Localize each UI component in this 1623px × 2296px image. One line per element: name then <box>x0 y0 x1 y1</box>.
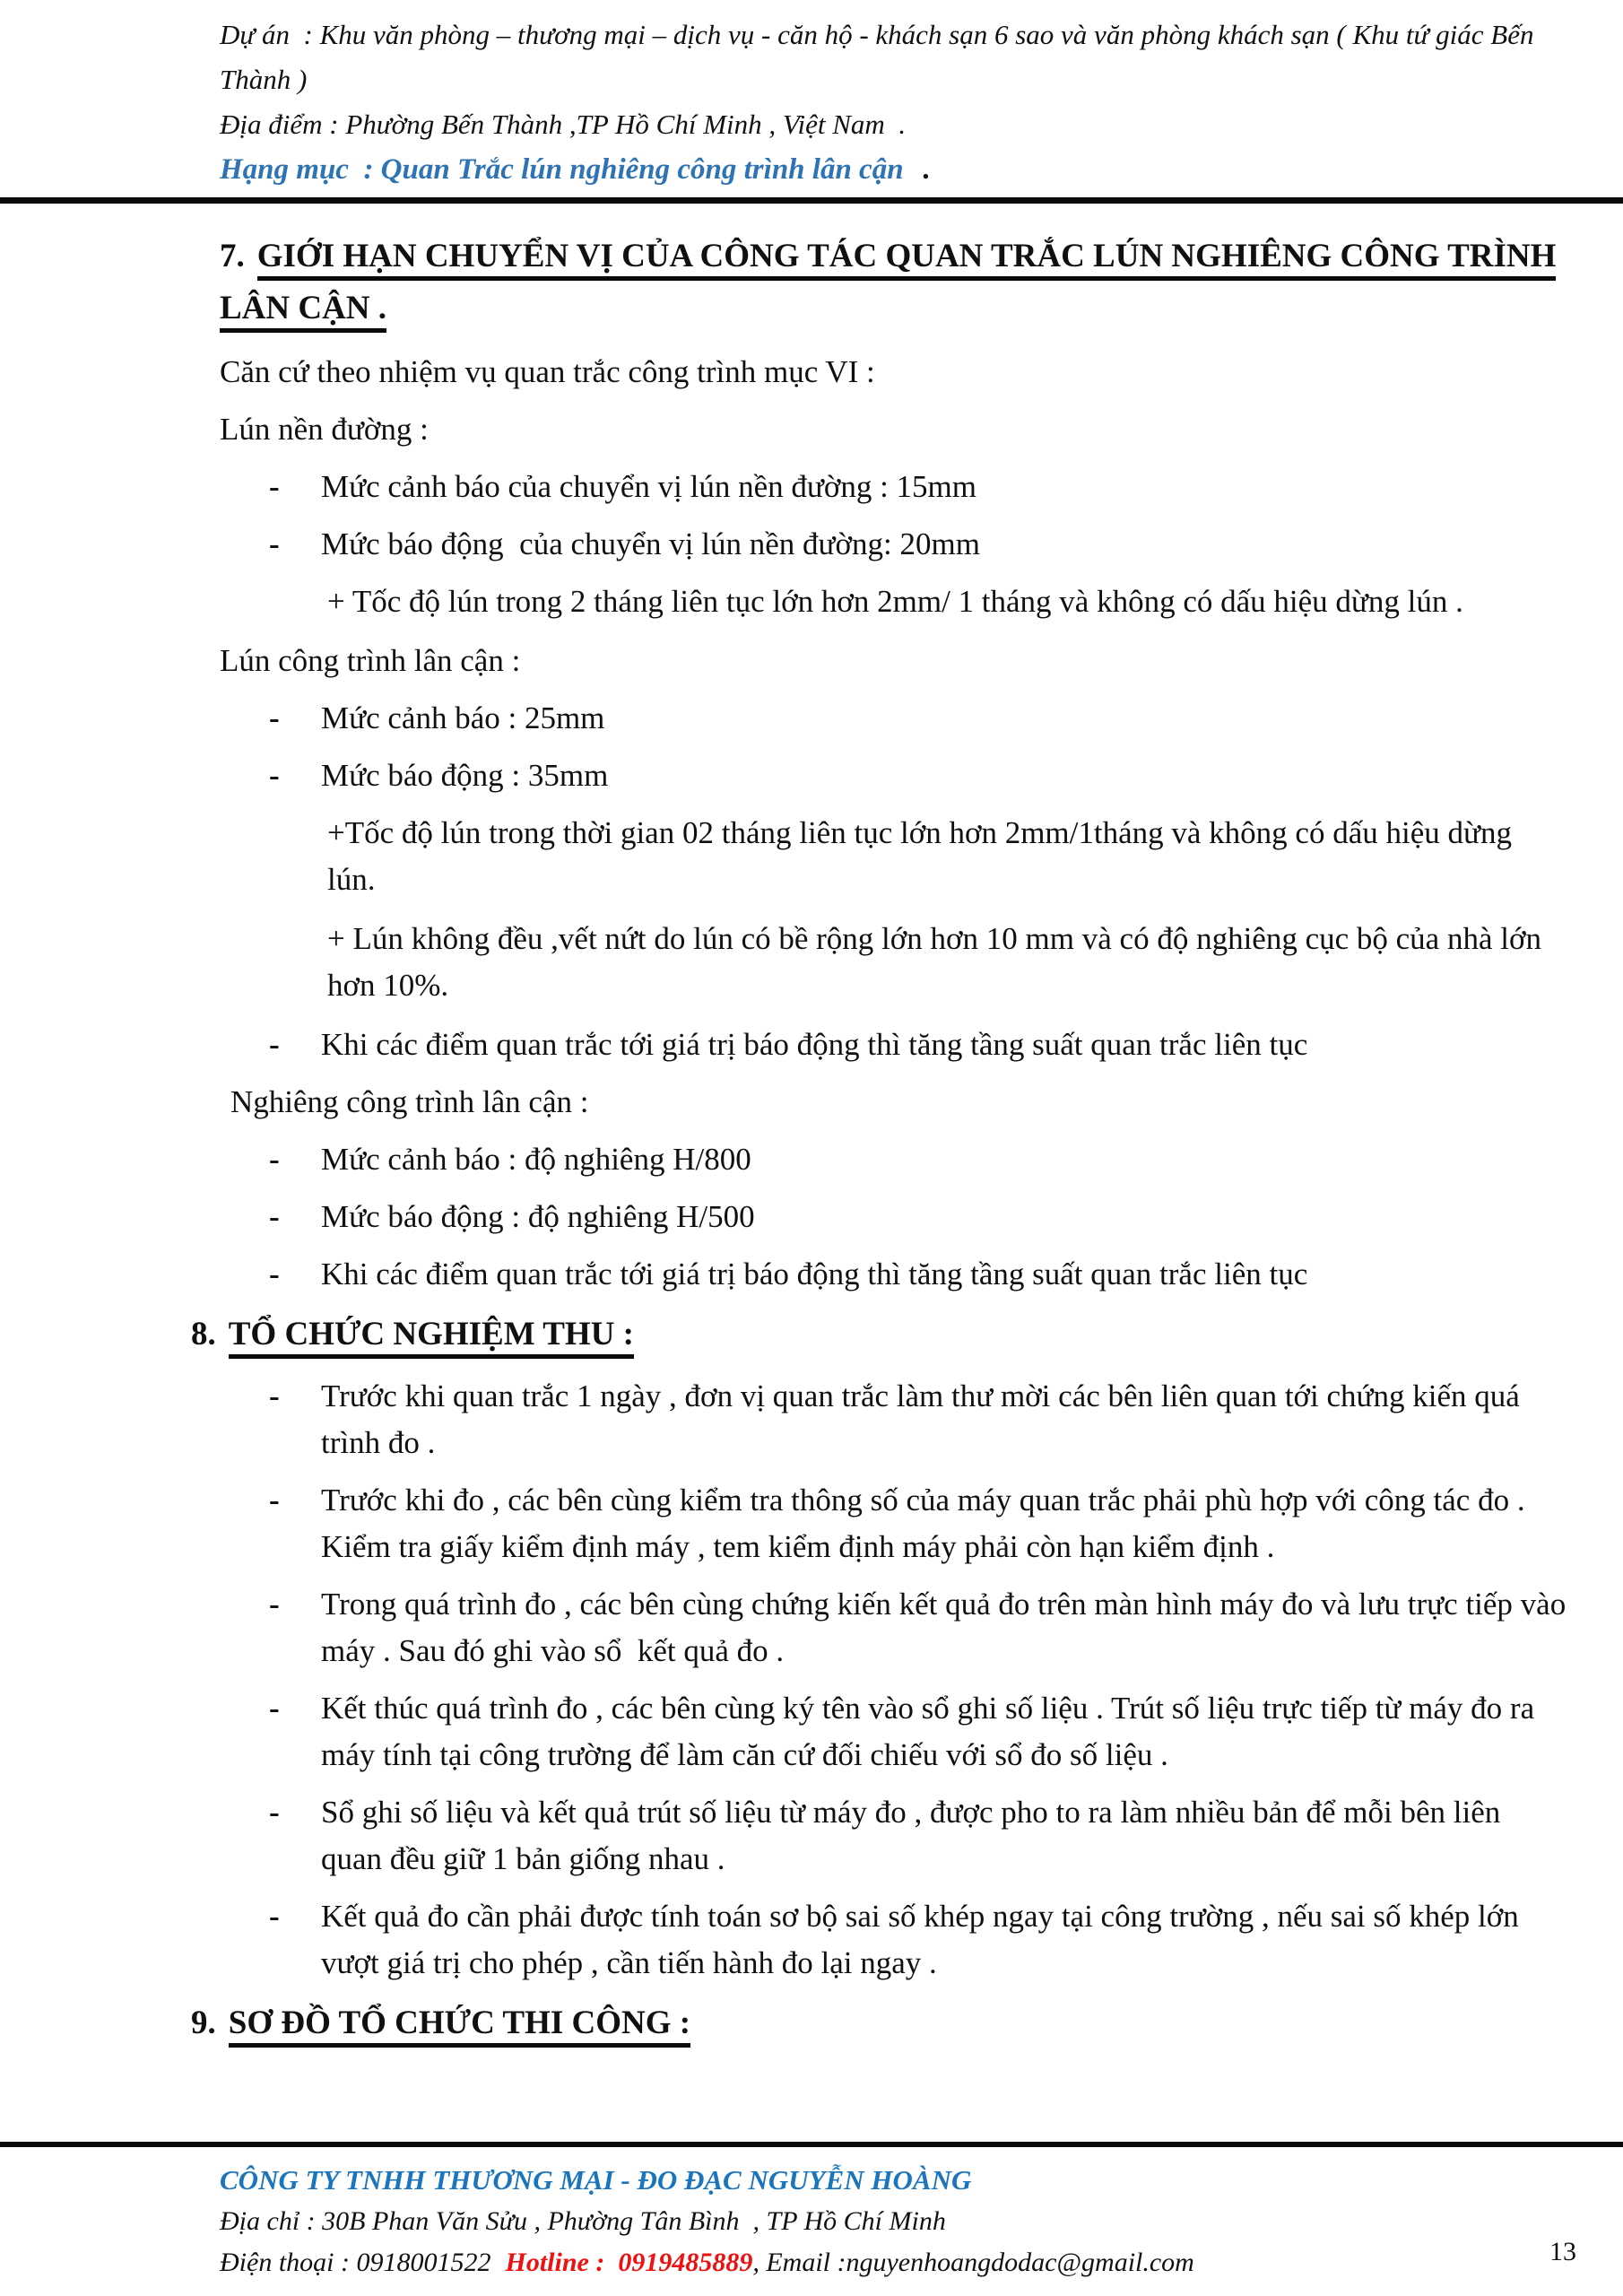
list-item <box>220 1893 1567 1987</box>
phone-number: Điện thoại : 0918001522 <box>220 2248 491 2277</box>
bullet-text: Khi các điểm quan trắc tới giá trị báo động thì tăng tầng suất quan trắc liên tục <box>321 1027 1308 1062</box>
list-item <box>220 752 1567 799</box>
bullet-text: Mức cảnh báo của chuyển vị lún nền đường : 15mm <box>321 469 977 504</box>
company-name: CÔNG TY TNHH THƯƠNG MẠI - ĐO ĐẠC NGUYỄN HOÀNG <box>220 2164 972 2196</box>
footer-text <box>0 2147 1623 2283</box>
section-9-heading <box>191 1997 1567 2049</box>
bullet-text: Sổ ghi số liệu và kết quả trút số liệu từ máy đo , được pho to ra làm nhiều bản để mỗi bên liên quan đều giữ 1 bản giống nhau . <box>321 1795 1508 1876</box>
list-item <box>220 1022 1567 1068</box>
page-footer <box>0 2142 1623 2283</box>
list-item <box>220 695 1567 742</box>
list-item <box>220 1789 1567 1883</box>
category-line <box>220 147 1569 192</box>
list-item <box>220 1685 1567 1779</box>
project-line: Dự án : Khu văn phòng – thương mại – dịch vụ - căn hộ - khách sạn 6 sao và văn phòng khách sạn ( Khu tứ giác Bến Thành ) <box>220 19 1541 95</box>
page-header <box>0 0 1623 192</box>
list-item <box>220 1194 1567 1240</box>
bullet-dash: - <box>269 1027 280 1062</box>
bullet-text: Trước khi quan trắc 1 ngày , đơn vị quan trắc làm thư mời các bên liên quan tới chứng kiến quá trình đo . <box>321 1378 1528 1460</box>
section-7-heading <box>220 230 1567 335</box>
section-8-heading <box>191 1309 1567 1361</box>
bullet-dash: - <box>269 469 280 504</box>
bullet-dash: - <box>269 1587 280 1622</box>
sub-note: + Tốc độ lún trong 2 tháng liên tục lớn hơn 2mm/ 1 tháng và không có dấu hiệu dừng lún . <box>327 584 1463 619</box>
contact-line <box>220 2242 1569 2283</box>
bullet-dash: - <box>269 526 280 561</box>
location-line: Địa điểm : Phường Bến Thành ,TP Hồ Chí Minh , Việt Nam . <box>220 109 907 140</box>
sub-note: +Tốc độ lún trong thời gian 02 tháng liên tục lớn hơn 2mm/1tháng và không có dấu hiệu dừng lún. <box>327 815 1520 897</box>
road-settlement-title: Lún nền đường : <box>220 412 429 447</box>
list-item <box>220 1251 1567 1298</box>
category-label: Hạng mục : Quan Trắc lún nghiêng công trình lân cận <box>220 153 904 186</box>
company-address: Địa chỉ : 30B Phan Văn Sửu , Phường Tân Bình , TP Hồ Chí Minh <box>220 2206 946 2236</box>
document-body <box>0 204 1623 2049</box>
bullet-dash: - <box>269 1378 280 1413</box>
bullet-text: Mức báo động : 35mm <box>321 758 609 793</box>
bullet-dash: - <box>269 700 280 735</box>
section-7-number: 7. <box>220 238 245 274</box>
list-item <box>220 464 1567 510</box>
section-9-number: 9. <box>191 2005 216 2041</box>
bullet-dash: - <box>269 758 280 793</box>
bullet-text: Mức báo động của chuyển vị lún nền đường: 20mm <box>321 526 980 561</box>
section-8-title: TỔ CHỨC NGHIỆM THU : <box>229 1316 634 1359</box>
bullet-text: Mức báo động : độ nghiêng H/500 <box>321 1199 755 1234</box>
page-number: 13 <box>1549 2237 1576 2266</box>
bullet-text: Khi các điểm quan trắc tới giá trị báo động thì tăng tầng suất quan trắc liên tục <box>321 1257 1308 1292</box>
list-item <box>220 1136 1567 1183</box>
category-suffix: . <box>923 153 931 186</box>
bullet-dash: - <box>269 1795 280 1830</box>
adjacent-settlement-title: Lún công trình lân cận : <box>220 643 521 678</box>
bullet-dash: - <box>269 1142 280 1177</box>
email-address: , Email :nguyenhoangdodac@gmail.com <box>752 2248 1194 2277</box>
bullet-dash: - <box>269 1691 280 1726</box>
list-item <box>220 1581 1574 1674</box>
bullet-text: Mức cảnh báo : độ nghiêng H/800 <box>321 1142 751 1177</box>
section-8-number: 8. <box>191 1316 216 1352</box>
bullet-text: Kết thúc quá trình đo , các bên cùng ký tên vào sổ ghi số liệu . Trút số liệu trực tiếp từ máy đo ra máy tính tại công trường để làm căn cứ đối chiếu với sổ đo số liệu . <box>321 1691 1542 1772</box>
sub-note: + Lún không đều ,vết nứt do lún có bề rộng lớn hơn 10 mm và có độ nghiêng cục bộ của nhà lớn hơn 10%. <box>327 921 1549 1003</box>
bullet-dash: - <box>269 1257 280 1292</box>
section-7-intro: Căn cứ theo nhiệm vụ quan trắc công trình mục VI : <box>220 354 875 389</box>
hotline-number: Hotline : 0919485889 <box>505 2248 753 2277</box>
bullet-text: Trong quá trình đo , các bên cùng chứng kiến kết quả đo trên màn hình máy đo và lưu trực tiếp vào máy . Sau đó ghi vào sổ kết quả đo . <box>321 1587 1574 1668</box>
list-item <box>220 1477 1567 1570</box>
header-divider <box>0 197 1623 204</box>
tilt-title: Nghiêng công trình lân cận : <box>230 1084 589 1119</box>
list-item <box>220 521 1567 568</box>
bullet-dash: - <box>269 1899 280 1934</box>
bullet-text: Mức cảnh báo : 25mm <box>321 700 605 735</box>
section-9-title: SƠ ĐỒ TỔ CHỨC THI CÔNG : <box>229 2005 690 2048</box>
section-7-title: GIỚI HẠN CHUYỂN VỊ CỦA CÔNG TÁC QUAN TRẮC LÚN NGHIÊNG CÔNG TRÌNH LÂN CẬN . <box>220 238 1556 333</box>
bullet-dash: - <box>269 1199 280 1234</box>
bullet-text: Kết quả đo cần phải được tính toán sơ bộ sai số khép ngay tại công trường , nếu sai số khép lớn vượt giá trị cho phép , cần tiến hành đo lại ngay . <box>321 1899 1527 1980</box>
list-item <box>220 1373 1567 1466</box>
bullet-text: Trước khi đo , các bên cùng kiểm tra thông số của máy quan trắc phải phù hợp với công tác đo . Kiểm tra giấy kiểm định máy , tem kiểm định máy phải còn hạn kiểm định . <box>321 1483 1533 1564</box>
bullet-dash: - <box>269 1483 280 1518</box>
